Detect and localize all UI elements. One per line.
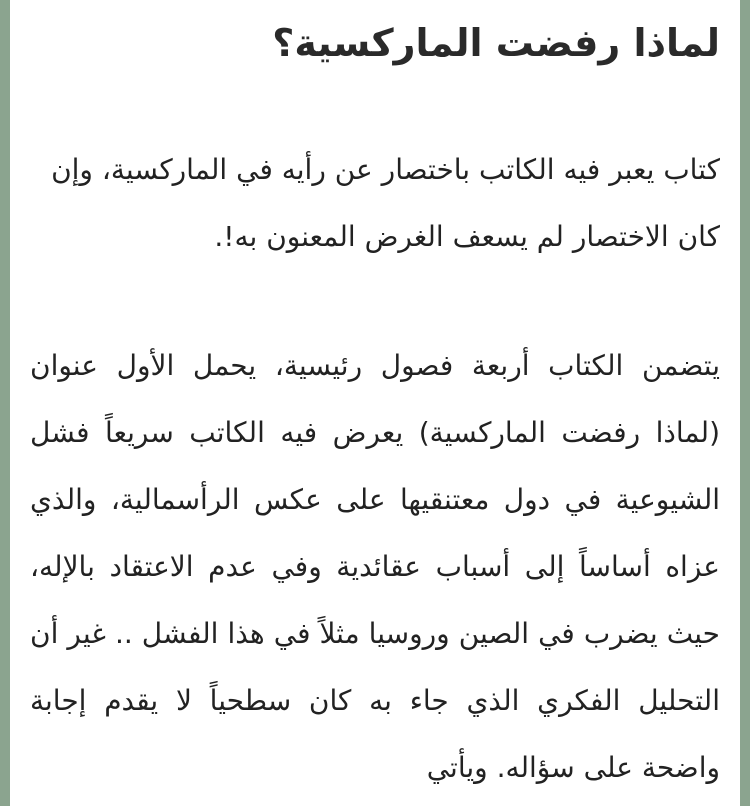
review-title: لماذا رفضت الماركسية؟ (272, 21, 720, 65)
review-content (10, 0, 740, 801)
review-card (10, 0, 740, 806)
review-paragraph-body: يتضمن الكتاب أربعة فصول رئيسية، يحمل الأول عنوان (لماذا رفضت الماركسية) يعرض فيه الكاتب سريعاً فشل الشيوعية في دول معتنقيها على عكس الرأسمالية، والذي عزاه أساساً إلى أسباب عقائدية وفي عدم الاعتقاد بالإله، حيث يضرب في الصين وروسيا مثلاً في هذا الفشل .. غير أن التحليل الفكري الذي جاء به كان سطحياً لا يقدم إجابة واضحة على سؤاله. ويأتي (30, 349, 720, 784)
review-paragraph-intro: كتاب يعبر فيه الكاتب باختصار عن رأيه في الماركسية، وإن كان الاختصار لم يسعف الغرض المعنون به!. (51, 153, 720, 253)
